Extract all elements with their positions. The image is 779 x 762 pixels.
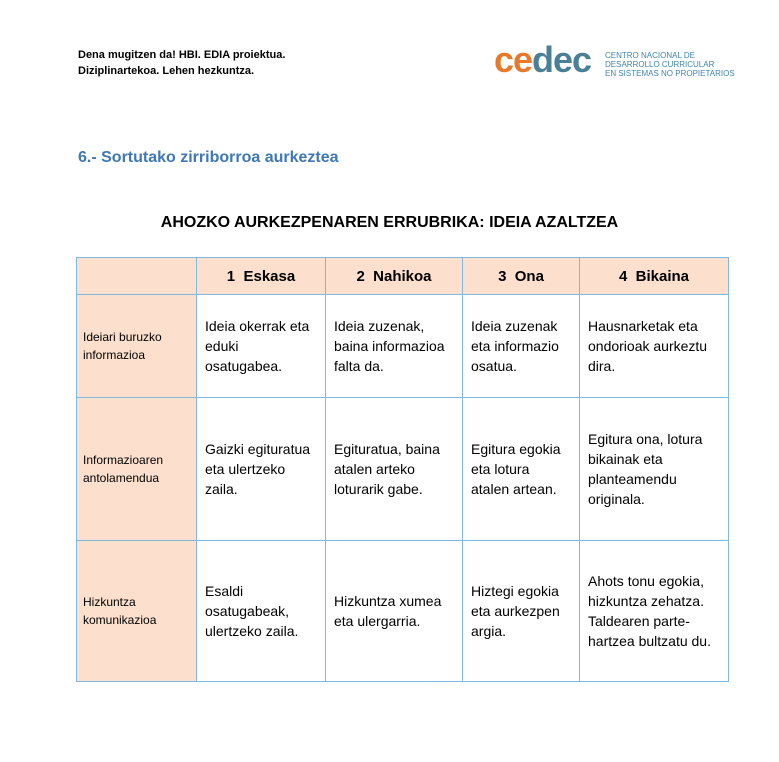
header-line-1: Dena mugitzen da! HBI. EDIA proiektua. (78, 49, 286, 61)
table-cell: Hizkuntza xumea eta ulergarria. (326, 541, 463, 682)
logo-sub-line-2: DESARROLLO CURRICULAR (605, 60, 715, 69)
rubric-table (76, 257, 729, 682)
table-cell: Ideia okerrak eta eduki osatugabea. (197, 295, 326, 398)
table-cell: Ahots tonu egokia, hizkuntza zehatza. Taldearen parte-hartzea bultzatu du. (580, 541, 729, 682)
rubric-title: AHOZKO AURKEZPENAREN ERRUBRIKA: IDEIA AZALTZEA (160, 214, 619, 231)
table-cell: Hiztegi egokia eta aurkezpen argia. (463, 541, 580, 682)
logo-word-part-2: dec (532, 39, 592, 80)
header-cell-eskasa: 1 Eskasa (197, 258, 326, 295)
section-title: 6.- Sortutako zirriborroa aurkeztea (78, 149, 339, 166)
table-row (77, 398, 729, 541)
header-line-2: Diziplinartekoa. Lehen hezkuntza. (78, 65, 255, 77)
header-cell-nahikoa: 2 Nahikoa (326, 258, 463, 295)
table-header-row (77, 258, 729, 295)
table-cell: Ideia zuzenak eta informazio osatua. (463, 295, 580, 398)
table-cell: Hausnarketak eta ondorioak aurkeztu dira. (580, 295, 729, 398)
table-cell: Egitura egokia eta lotura atalen artean. (463, 398, 580, 541)
header-cell-bikaina: 4 Bikaina (580, 258, 729, 295)
document-header (78, 47, 285, 79)
logo-subtitle (605, 51, 745, 78)
table-row (77, 295, 729, 398)
criterion-cell: Informazioaren antolamendua (77, 398, 197, 541)
criterion-cell: Hizkuntza komunikazioa (77, 541, 197, 682)
logo-sub-line-1: CENTRO NACIONAL DE (605, 51, 695, 60)
logo-wordmark (494, 40, 591, 80)
table-cell: Ideia zuzenak, baina informazioa falta da. (326, 295, 463, 398)
header-cell-empty (77, 258, 197, 295)
criterion-cell: Ideiari buruzko informazioa (77, 295, 197, 398)
table-row (77, 541, 729, 682)
table-cell: Esaldi osatugabeak, ulertzeko zaila. (197, 541, 326, 682)
table-cell: Egituratua, baina atalen arteko loturarik gabe. (326, 398, 463, 541)
logo-sub-line-3: EN SISTEMAS NO PROPIETARIOS (605, 69, 735, 78)
header-cell-ona: 3 Ona (463, 258, 580, 295)
table-cell: Gaizki egituratua eta ulertzeko zaila. (197, 398, 326, 541)
table-cell: Egitura ona, lotura bikainak eta planteamendu originala. (580, 398, 729, 541)
logo-word-part-1: ce (494, 39, 533, 80)
